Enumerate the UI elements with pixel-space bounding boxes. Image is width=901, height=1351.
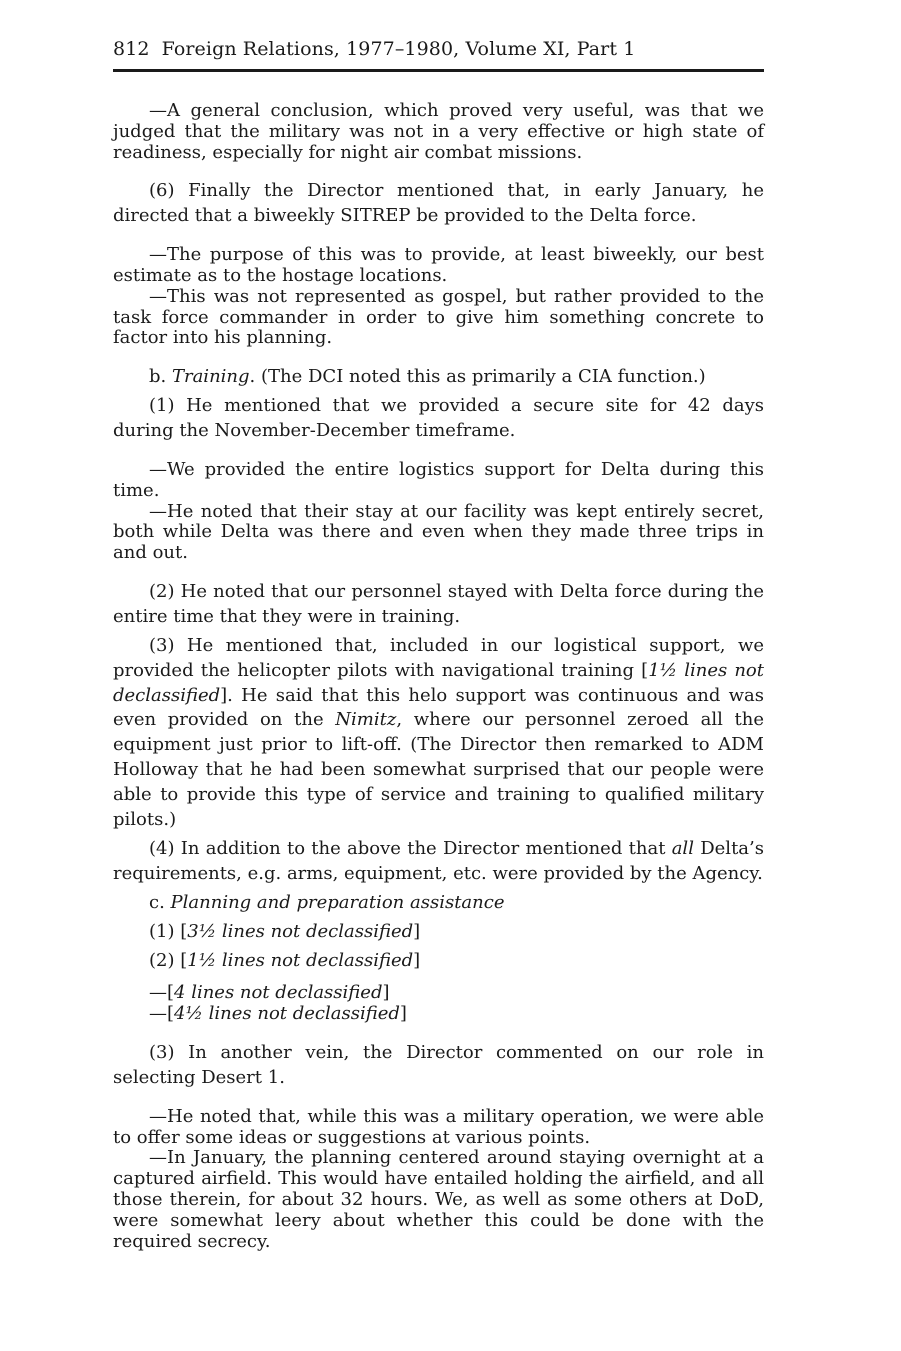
paragraph: —The purpose of this was to provide, at least biweekly, our best estimate as to the hostage locations. xyxy=(113,244,764,286)
page-number: 812 xyxy=(113,38,150,60)
running-header xyxy=(113,38,764,60)
paragraph: —In January, the planning centered around staying overnight at a captured airfield. This would have entailed holding the airfield, and all those therein, for about 32 hours. We, as well as some others at DoD, were somewhat leery about whether this could be done with the required secrecy. xyxy=(113,1147,764,1252)
header-rule xyxy=(113,69,764,72)
redacted-item: —[4½ lines not declassified] xyxy=(149,1003,407,1025)
redaction-note: 4 lines not declassified xyxy=(174,982,383,1004)
section-heading-training: b. Training. (The DCI noted this as primarily a CIA function.) xyxy=(149,366,706,388)
paragraph: —This was not represented as gospel, but rather provided to the task force commander in order to give him something concrete to factor into his planning. xyxy=(113,285,764,349)
redaction-note: 1½ lines not declassified xyxy=(187,949,414,971)
paragraph: (1) He mentioned that we provided a secure site for 42 days during the November-December timeframe. xyxy=(113,395,764,441)
paragraph: (4) In addition to the above the Director mentioned that all Delta’s requirements, e.g. arms, equipment, etc. were provided by the Agency. xyxy=(113,837,764,884)
paragraph: —A general conclusion, which proved very useful, was that we judged that the military was not in a very effective or high state of readiness, especially for night air combat missions. xyxy=(113,100,764,163)
paragraph: (2) He noted that our personnel stayed with Delta force during the entire time that they were in training. xyxy=(113,580,764,627)
paragraph: —We provided the entire logistics support for Delta during this time. xyxy=(113,458,764,501)
paragraph: —He noted that, while this was a military operation, we were able to offer some ideas or suggestions at various points. xyxy=(113,1105,764,1148)
emphasis: all xyxy=(671,837,694,859)
section-label: Training xyxy=(171,366,250,388)
redaction-note: 1½ lines not declassified xyxy=(113,659,764,706)
paragraph: —He noted that their stay at our facility was kept entirely secret, both while Delta was there and even when they made three trips in and out. xyxy=(113,500,764,564)
paragraph: (6) Finally the Director mentioned that, in early January, he directed that a biweekly SITREP be provided to the Delta force. xyxy=(113,180,764,227)
redacted-item: —[4 lines not declassified] xyxy=(149,982,390,1004)
redacted-item: (1) [3½ lines not declassified] xyxy=(149,920,421,942)
volume-title: Foreign Relations, 1977–1980, Volume XI, Part 1 xyxy=(161,38,636,60)
section-label: Planning and preparation assistance xyxy=(170,891,505,913)
redaction-note: 3½ lines not declassified xyxy=(187,920,414,942)
redacted-item: (2) [1½ lines not declassified] xyxy=(149,949,421,971)
paragraph: (3) He mentioned that, included in our logistical support, we provided the helicopter pilots with navigational training [1½ lines not declassified]. He said that this helo support was continuous and was even provided on the Nimitz, where our personnel zeroed all the equipment just prior to lift-off. (The Director then remarked to ADM Holloway that he had been somewhat surprised that our people were able to provide this type of service and training to qualified military pilots.) xyxy=(113,634,765,831)
paragraph: (3) In another vein, the Director commented on our role in selecting Desert 1. xyxy=(113,1042,764,1088)
section-heading-planning: c. Planning and preparation assistance xyxy=(149,891,505,913)
redaction-note: 4½ lines not declassified xyxy=(174,1003,400,1025)
page-body xyxy=(113,101,764,1252)
ship-name: Nimitz xyxy=(335,709,397,731)
